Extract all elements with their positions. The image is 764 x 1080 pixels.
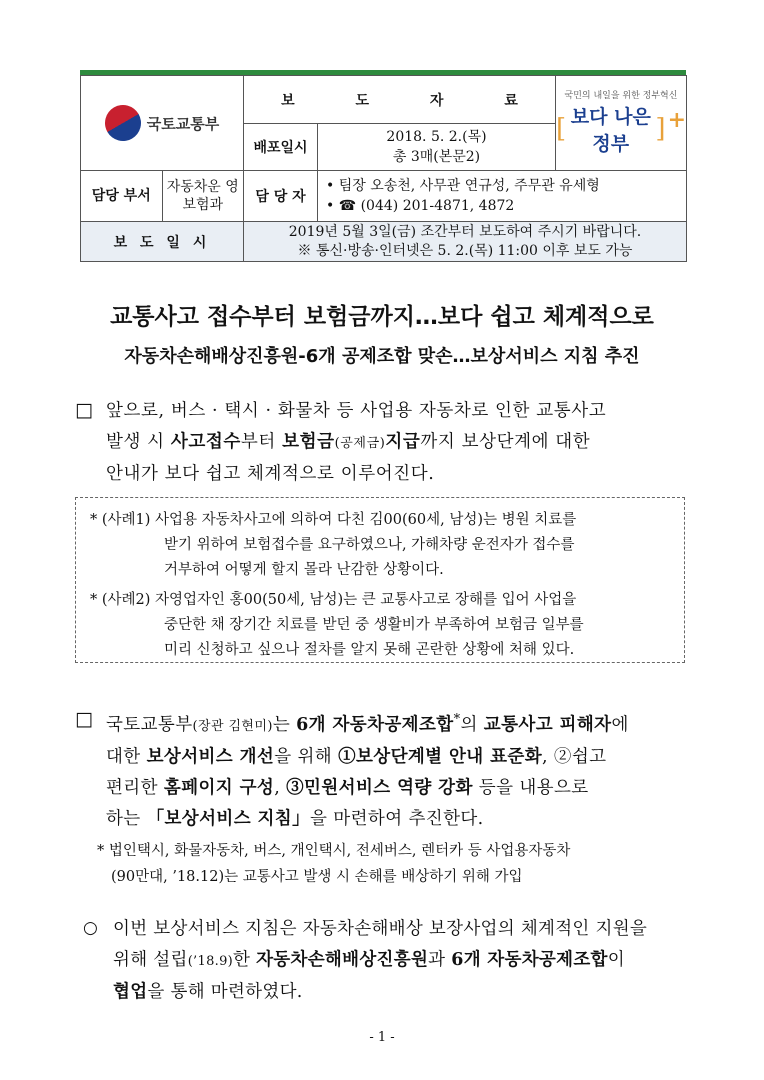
case-1: * (사례1) 사업용 자동차사고에 의하여 다친 김00(60세, 남성)는 병원 치료를 받기 위하여 보험접수를 요구하였으나, 가해차량 운전자가 접수를 거부하여 어떻게 할지 몰라 난감한 상황이다. xyxy=(90,512,577,578)
contact-names: • 팀장 오송천, 사무관 연규성, 주무관 유세형 xyxy=(326,178,600,194)
p3-line2: 위해 설립(’18.9)한 자동차손해배상진흥원과 6개 자동차공제조합이 xyxy=(113,950,625,970)
p2-line1: 국토교통부(장관 김현미)는 6개 자동차공제조합*의 교통사고 피해자에 xyxy=(106,712,629,735)
footnote: * 법인택시, 화물자동차, 버스, 개인택시, 전세버스, 렌터카 등 사업용자동차 (90만대, ’18.12)는 교통사고 발생 시 손해를 배상하기 위해 가입 xyxy=(97,843,571,885)
release-line2: ※ 통신·방송·인터넷은 5. 2.(목) 11:00 이후 보도 가능 xyxy=(297,242,633,259)
release-line1: 2019년 5월 3일(금) 조간부터 보도하여 주시기 바랍니다. xyxy=(288,223,642,240)
paragraph-3 xyxy=(113,914,698,1008)
bullet-square: □ xyxy=(75,399,93,421)
case-2: * (사례2) 자영업자인 홍00(50세, 남성)는 큰 교통사고로 장해를 입어 사업을 중단한 채 장기간 치료를 받던 중 생활비가 부족하여 보험금 일부를 미리 신청하고 싶으나 절차를 알지 못해 곤란한 상황에 처해 있다. xyxy=(90,592,584,658)
bullet-square: □ xyxy=(75,708,93,730)
ministry-logo-cell xyxy=(81,76,244,171)
contact-phone: • ☎ (044) 201-4871, 4872 xyxy=(326,198,515,214)
dist-date-value: 2018. 5. 2.(목) xyxy=(386,129,487,145)
contact-cell xyxy=(318,171,687,222)
paragraph-2 xyxy=(106,704,696,835)
p3-line3: 협업을 통해 마련하였다. xyxy=(113,982,303,1002)
press-release-header xyxy=(80,70,686,260)
contact-label: 담 당 자 xyxy=(244,171,318,222)
p1-line3: 안내가 보다 쉽고 체계적으로 이루어진다. xyxy=(106,464,435,484)
headline: 교통사고 접수부터 보험금까지…보다 쉽고 체계적으로 xyxy=(110,304,654,330)
subheadline: 자동차손해배상진흥원-6개 공제조합 맞손…보상서비스 지침 추진 xyxy=(124,346,640,367)
p3-line1: 이번 보상서비스 지침은 자동차손해배상 보장사업의 체계적인 지원을 xyxy=(113,919,648,939)
p1-line2: 발생 시 사고접수부터 보험금(공제금)지급까지 보상단계에 대한 xyxy=(106,432,591,452)
dept-value: 자동차운 영보험과 xyxy=(166,179,239,213)
dist-date-label: 배포일시 xyxy=(244,124,318,171)
govt-logo: [ 보다 나은 정부 ] + xyxy=(556,106,686,155)
p2-line3: 편리한 홈페이지 구성, ③민원서비스 역량 강화 등을 내용으로 xyxy=(106,777,589,798)
dept-label: 담당 부서 xyxy=(81,171,162,221)
case-example-box xyxy=(75,497,685,663)
dist-pages: 총 3매(본문2) xyxy=(392,149,481,165)
release-cell xyxy=(244,222,687,262)
bullet-circle: ○ xyxy=(83,918,98,938)
ministry-name: 국토교통부 xyxy=(146,114,220,133)
taegeuk-emblem-icon xyxy=(98,98,147,147)
dist-date-cell xyxy=(318,124,556,171)
govt-logo-cell xyxy=(556,76,687,171)
p2-line2: 대한 보상서비스 개선을 위해 ①보상단계별 안내 표준화, ②쉽고 xyxy=(106,746,607,767)
release-label: 보 도 일 시 xyxy=(81,222,244,262)
paragraph-1 xyxy=(106,396,696,490)
page-number: - 1 - xyxy=(369,1030,395,1045)
govt-slogan: 국민의 내일을 위한 정부혁신 xyxy=(564,91,678,101)
document-title: 보 도 자 료 xyxy=(244,76,556,124)
p1-line1: 앞으로, 버스 · 택시 · 화물차 등 사업용 자동차로 인한 교통사고 xyxy=(106,401,607,421)
plus-icon: + xyxy=(667,107,686,133)
p2-line4: 하는 「보상서비스 지침」을 마련하여 추진한다. xyxy=(106,808,484,829)
